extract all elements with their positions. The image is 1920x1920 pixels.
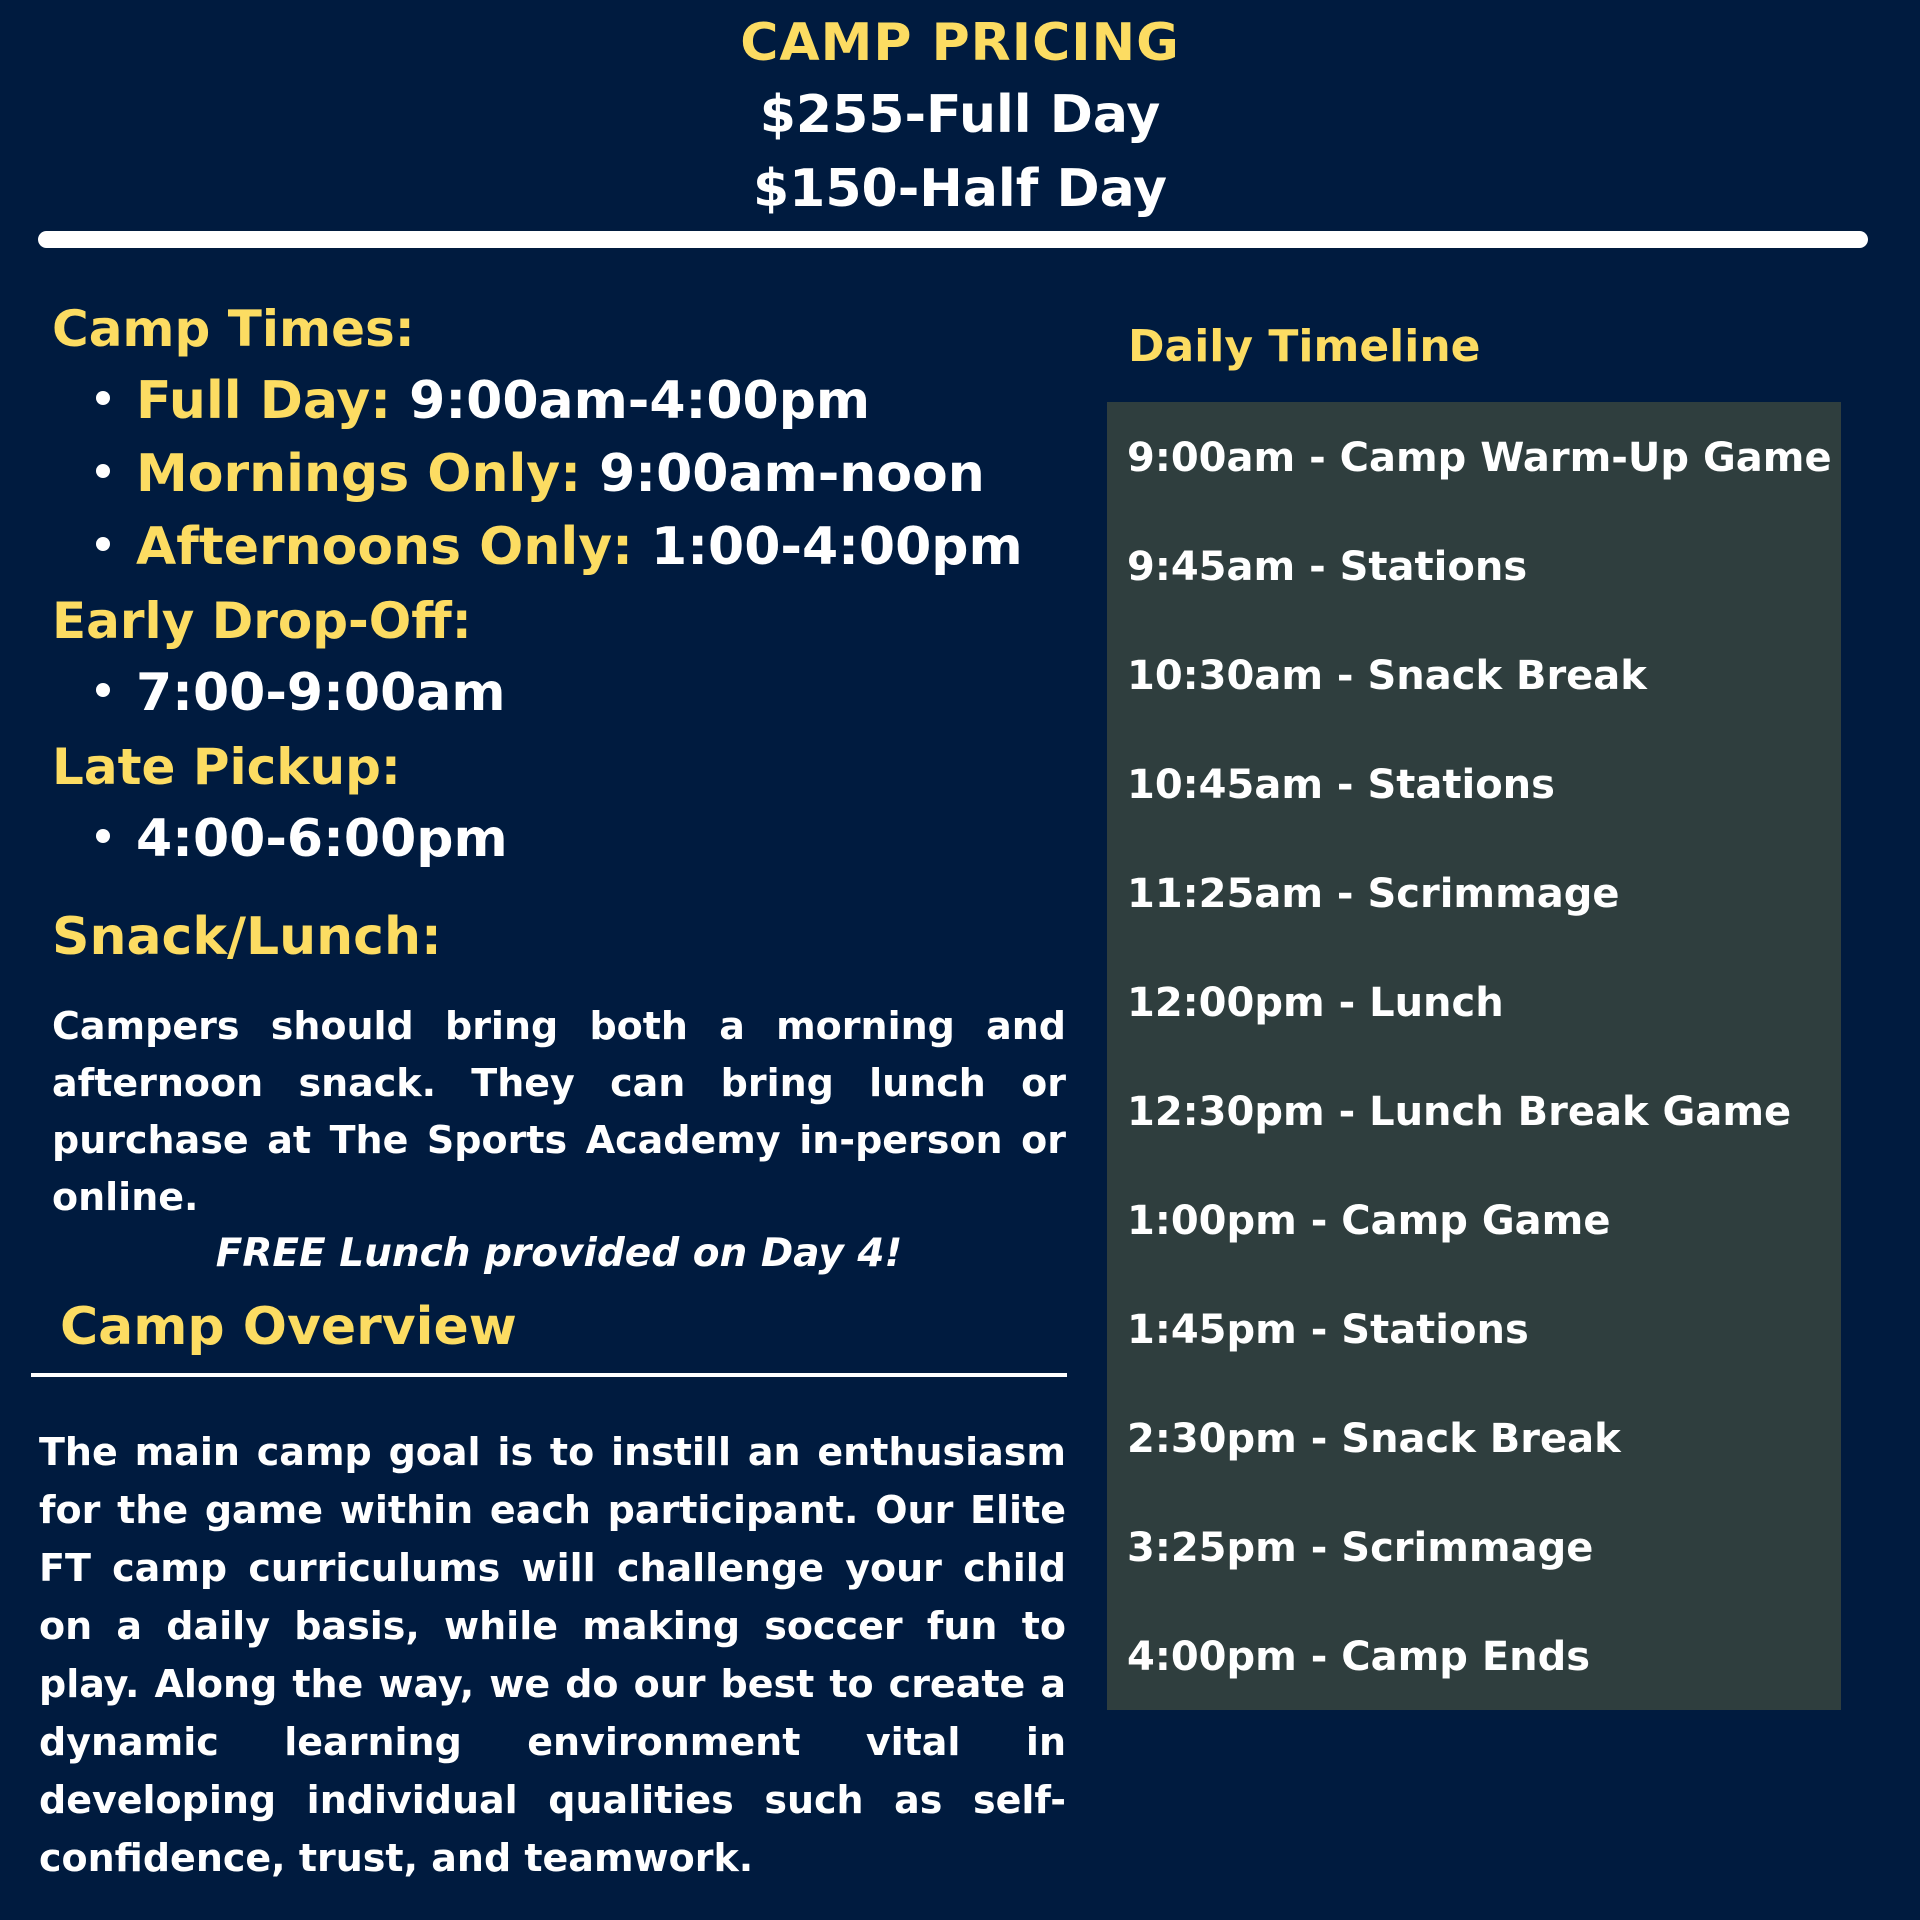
timeline-item: 1:45pm - Stations — [1127, 1307, 1529, 1353]
overview-heading: Camp Overview — [60, 1297, 517, 1357]
bullet-icon — [96, 829, 110, 843]
timeline-item: 10:45am - Stations — [1127, 762, 1555, 808]
bullet-icon — [96, 464, 110, 478]
early-dropoff-item — [96, 656, 506, 730]
timeline-item: 9:45am - Stations — [1127, 544, 1528, 590]
timeline-panel — [1107, 402, 1841, 1710]
camp-time-label: Afternoons Only: — [136, 517, 633, 577]
timeline-heading: Daily Timeline — [1128, 321, 1481, 372]
timeline-item: 9:00am - Camp Warm-Up Game — [1127, 435, 1832, 481]
snack-lunch-text: Campers should bring both a morning and afternoon snack. They can bring lunch or purchase at The Sports Academy in-person or online. — [52, 1004, 1066, 1219]
camp-time-value: 9:00am-noon — [599, 444, 985, 504]
snack-lunch-heading: Snack/Lunch: — [52, 907, 442, 967]
camp-time-label: Mornings Only: — [136, 444, 581, 504]
timeline-item: 3:25pm - Scrimmage — [1127, 1525, 1594, 1571]
bullet-icon — [96, 537, 110, 551]
header-divider — [38, 231, 1868, 248]
free-lunch-note: FREE Lunch provided on Day 4! — [215, 1231, 903, 1276]
camp-time-value: 9:00am-4:00pm — [409, 371, 871, 431]
camp-time-item — [96, 510, 1023, 584]
timeline-item: 12:30pm - Lunch Break Game — [1127, 1089, 1792, 1135]
pricing-title: CAMP PRICING — [740, 13, 1180, 73]
late-pickup-value: 4:00-6:00pm — [136, 809, 508, 869]
camp-times-heading: Camp Times: — [52, 300, 415, 358]
late-pickup-heading: Late Pickup: — [52, 738, 401, 796]
late-pickup-item — [96, 802, 508, 876]
early-dropoff-heading: Early Drop-Off: — [52, 592, 472, 650]
overview-text: The main camp goal is to instill an enthusiasm for the game within each participant. Our Elite FT camp curriculums will challenge your child on a daily basis, while making soccer fun to play. Along the way, we do our best to create a dynamic learning environment vital in developing individual qualities such as self-confidence, trust, and teamwork. — [39, 1430, 1066, 1880]
timeline-item: 1:00pm - Camp Game — [1127, 1198, 1611, 1244]
camp-time-item — [96, 437, 985, 511]
timeline-item: 10:30am - Snack Break — [1127, 653, 1647, 699]
timeline-item: 2:30pm - Snack Break — [1127, 1416, 1621, 1462]
camp-time-value: 1:00-4:00pm — [651, 517, 1023, 577]
camp-time-item — [96, 364, 870, 438]
bullet-icon — [96, 683, 110, 697]
price-half-day: $150-Half Day — [752, 159, 1168, 219]
bullet-icon — [96, 391, 110, 405]
camp-time-label: Full Day: — [136, 371, 392, 431]
timeline-item: 11:25am - Scrimmage — [1127, 871, 1620, 917]
overview-divider — [31, 1373, 1067, 1377]
timeline-item: 4:00pm - Camp Ends — [1127, 1634, 1591, 1680]
timeline-item: 12:00pm - Lunch — [1127, 980, 1504, 1026]
early-dropoff-value: 7:00-9:00am — [136, 663, 506, 723]
price-full-day: $255-Full Day — [759, 85, 1161, 145]
